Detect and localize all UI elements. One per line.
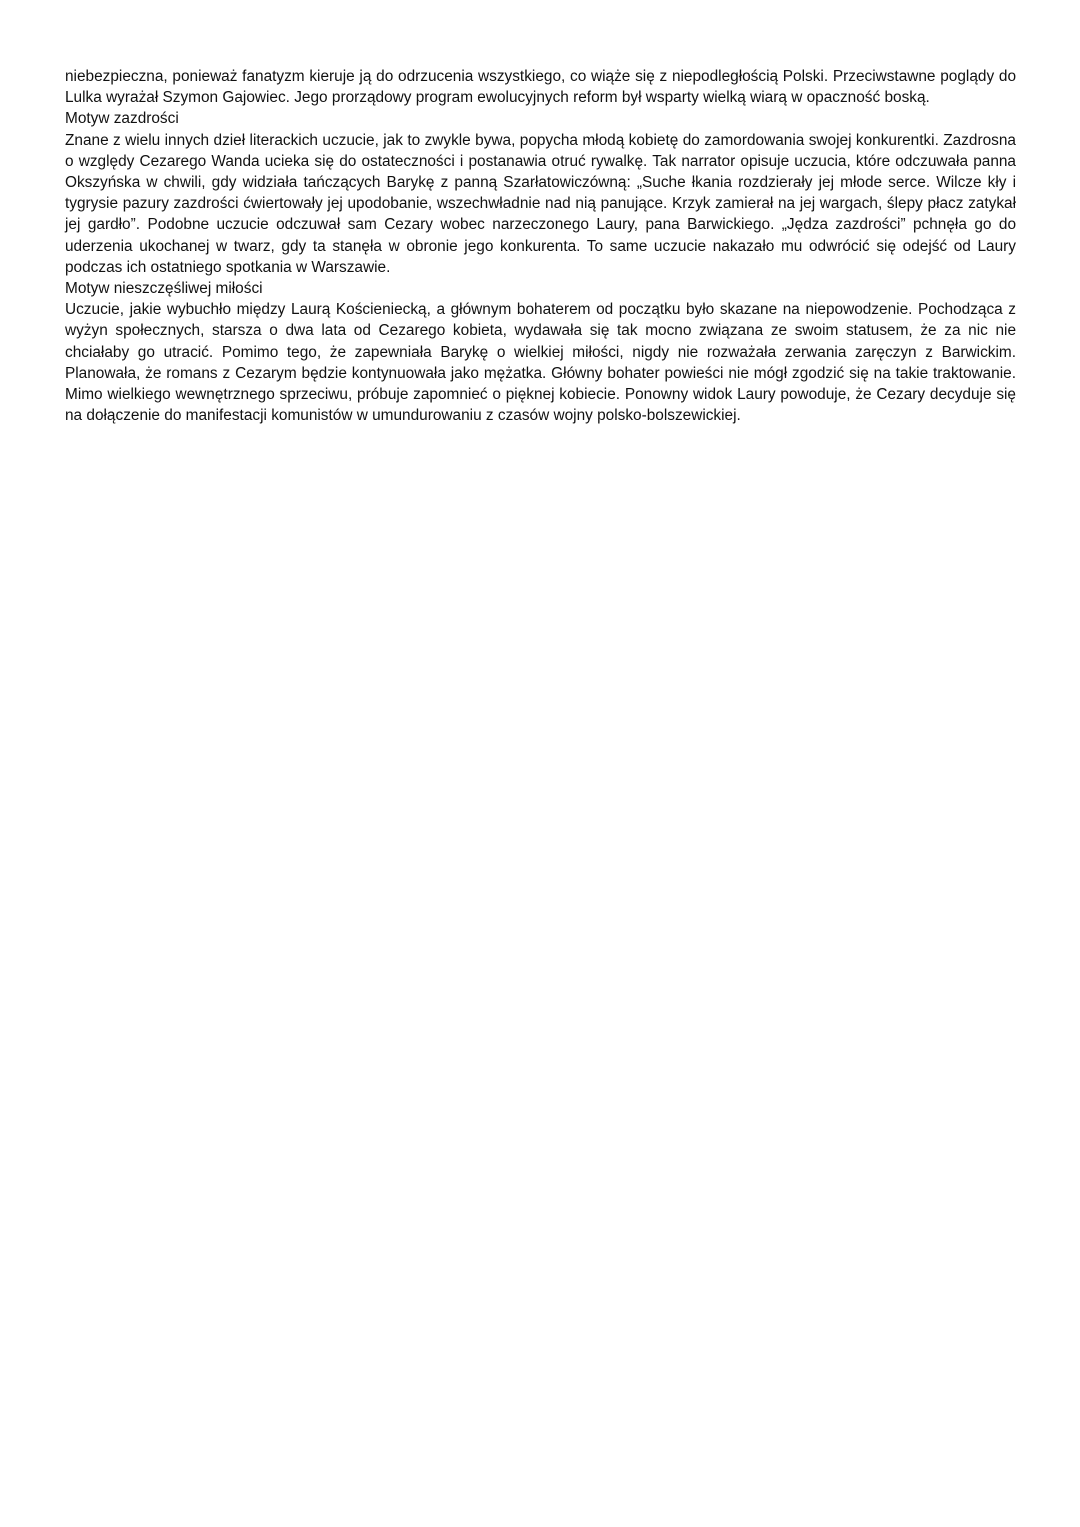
section-heading-unhappy-love: Motyw nieszczęśliwej miłości [65,280,263,298]
section-body-unhappy-love: Uczucie, jakie wybuchło między Laurą Kościeniecką, a głównym bohaterem od początku było skazane na niepowodzenie. Pochodząca z wyżyn społecznych, starsza o dwa lata od Cezarego kobieta, wydawała się tak mocno związana ze swoim statusem, że za nic nie chciałaby go utracić. Pomimo tego, że zapewniała Barykę o wielkiej miłości, nigdy nie rozważała zerwania zaręczyn z Barwickim. Planowała, że romans z Cezarym będzie kontynuowała jako mężatka. Główny bohater powieści nie mógł zgodzić się na takie traktowanie. Mimo wielkiego wewnętrznego sprzeciwu, próbuje zapomnieć o pięknej kobiecie. Ponowny widok Laury powoduje, że Cezary decyduje się na dołączenie do manifestacji komunistów w umundurowaniu z czasów wojny polsko-bolszewickiej. [65,301,1016,425]
section-heading-jealousy: Motyw zazdrości [65,110,179,128]
document-page [65,66,1016,426]
intro-paragraph: niebezpieczna, ponieważ fanatyzm kieruje ją do odrzucenia wszystkiego, co wiąże się z niepodległością Polski. Przeciwstawne poglądy do Lulka wyrażał Szymon Gajowiec. Jego prorządowy program ewolucyjnych reform był wsparty wielką wiarą w opaczność boską. [65,68,1016,107]
section-body-jealousy: Znane z wielu innych dzieł literackich uczucie, jak to zwykle bywa, popycha młodą kobietę do zamordowania swojej konkurentki. Zazdrosna o względy Cezarego Wanda ucieka się do ostateczności i postanawia otruć rywalkę. Tak narrator opisuje uczucia, które odczuwała panna Okszyńska w chwili, gdy widziała tańczących Barykę z panną Szarłatowiczówną: „Suche łkania rozdzierały jej młode serce. Wilcze kły i tygrysie pazury zazdrości ćwiertowały jej upodobanie, wszechwładnie nad nią panujące. Krzyk zamierał na jej wargach, ślepy płacz zatykał jej gardło”. Podobne uczucie odczuwał sam Cezary wobec narzeczonego Laury, pana Barwickiego. „Jędza zazdrości” pchnęła go do uderzenia ukochanej w twarz, gdy ta stanęła w obronie jego konkurenta. To same uczucie nakazało mu odwrócić się odejść od Laury podczas ich ostatniego spotkania w Warszawie. [65,131,1016,276]
